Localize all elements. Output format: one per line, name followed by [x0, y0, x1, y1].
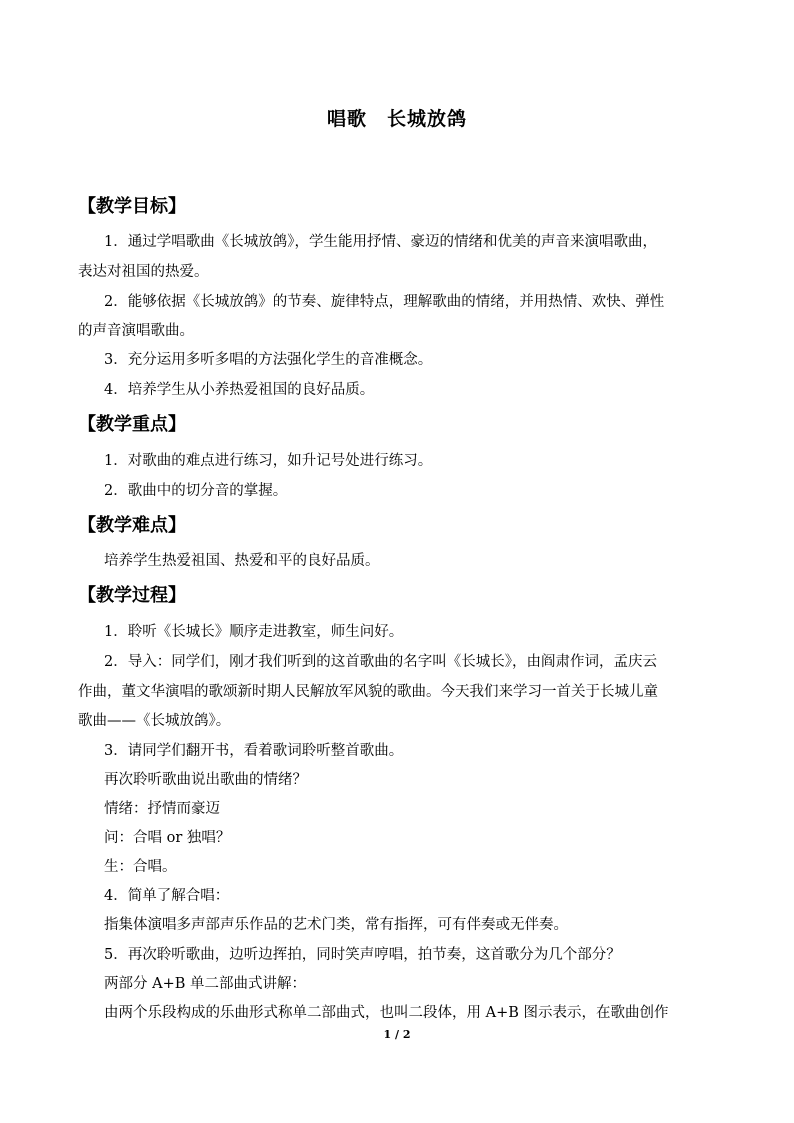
- key-point-line: 2．歌曲中的切分音的掌握。: [104, 483, 288, 499]
- process-line: 由两个乐段构成的乐曲形式称单二部曲式，也叫二段体，用 A+B 图示表示，在歌曲创作: [104, 1005, 669, 1021]
- heading-key-points: 【教学重点】: [78, 414, 186, 435]
- page-number: 1 / 2: [383, 1028, 411, 1041]
- heading-teaching-goals: 【教学目标】: [78, 196, 186, 217]
- process-line: 作曲，董文华演唱的歌颂新时期人民解放军风貌的歌曲。今天我们来学习一首关于长城儿童: [78, 684, 658, 700]
- goal-line: 2．能够依据《长城放鸽》的节奏、旋律特点，理解歌曲的情绪，并用热情、欢快、弹性: [104, 294, 665, 310]
- process-line: 1．聆听《长城长》顺序走进教室，师生问好。: [104, 624, 404, 640]
- process-line: 指集体演唱多声部声乐作品的艺术门类，常有指挥，可有伴奏或无伴奏。: [104, 917, 568, 933]
- process-line: 2．导入：同学们，刚才我们听到的这首歌曲的名字叫《长城长》，由阎肃作词，孟庆云: [104, 654, 657, 670]
- process-line: 3．请同学们翻开书，看着歌词聆听整首歌曲。: [104, 743, 404, 759]
- difficulty-line: 培养学生热爱祖国、热爱和平的良好品质。: [104, 553, 380, 569]
- goal-line: 的声音演唱歌曲。: [78, 323, 194, 339]
- process-line: 再次聆听歌曲说出歌曲的情绪？: [104, 772, 307, 788]
- process-line: 4．简单了解合唱：: [104, 888, 230, 904]
- heading-teaching-process: 【教学过程】: [78, 585, 186, 606]
- process-line: 问：合唱 or 独唱？: [104, 830, 231, 846]
- key-point-line: 1．对歌曲的难点进行练习，如升记号处进行练习。: [104, 453, 433, 469]
- document-title: 唱歌 长城放鸽: [326, 108, 467, 130]
- goal-line: 3．充分运用多听多唱的方法强化学生的音准概念。: [104, 352, 433, 368]
- process-line: 歌曲——《长城放鸽》。: [78, 713, 231, 729]
- goal-line: 1．通过学唱歌曲《长城放鸽》，学生能用抒情、豪迈的情绪和优美的声音来演唱歌曲，: [104, 234, 657, 250]
- process-line: 情绪：抒情而豪迈: [104, 801, 220, 817]
- process-line: 5．再次聆听歌曲，边听边挥拍，同时笑声哼唱，拍节奏，这首歌分为几个部分？: [104, 947, 621, 963]
- goal-line: 4．培养学生从小养热爱祖国的良好品质。: [104, 382, 375, 398]
- heading-difficulty: 【教学难点】: [78, 515, 186, 536]
- goal-line: 表达对祖国的热爱。: [78, 264, 209, 280]
- process-line: 生：合唱。: [104, 859, 177, 875]
- process-line: 两部分 A+B 单二部曲式讲解：: [104, 976, 306, 992]
